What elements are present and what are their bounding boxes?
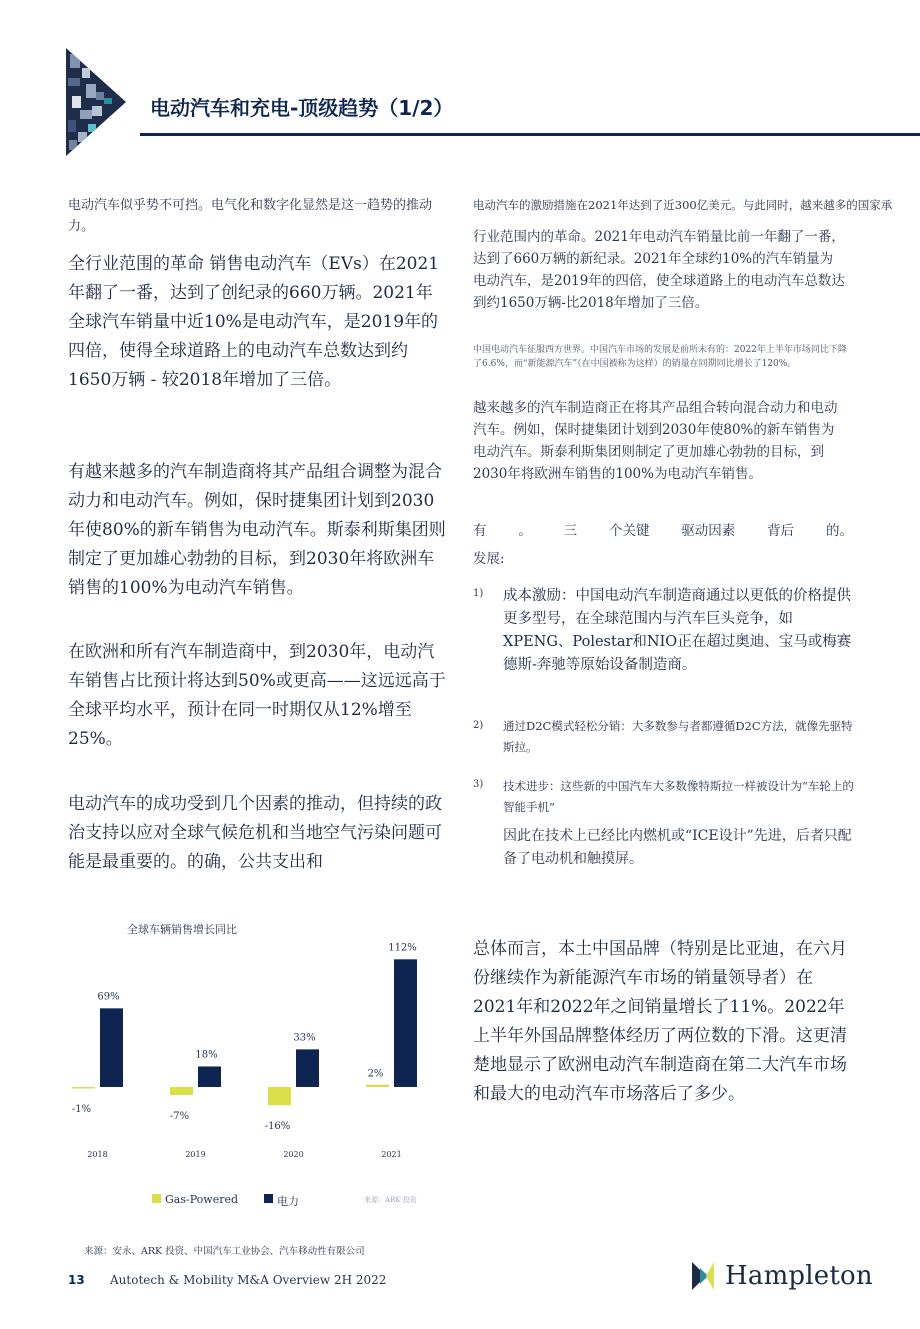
legend-swatch-electric: [264, 1194, 273, 1203]
drivers-word: 个关键: [608, 523, 650, 539]
data-label-gas-2018: -1%: [71, 1104, 92, 1116]
page-number: 13: [68, 1273, 85, 1287]
summary-paragraph: 总体而言，本土中国品牌（特别是比亚迪，在六月份继续作为新能源汽车市场的销量领导者）在2021年和2022年之间销量增长了11%。2022年上半年外国品牌整体经历了两位数的下滑。这更清楚地显示了欧洲电动汽车制造商在第二大汽车市场和最大的电动汽车市场落后了多少。: [473, 939, 847, 1104]
left-paragraph-2: 有越来越多的汽车制造商将其产品组合调整为混合动力和电动汽车。例如，保时捷集团计划到2030年使80%的新车销售为电动汽车。斯泰利斯集团则制定了更加雄心勃勃的目标，到2030年将欧洲车销售的100%为电动汽车销售。: [68, 462, 446, 598]
hampleton-logo-icon: [692, 1262, 718, 1290]
bar-gas-2021: [366, 1085, 389, 1087]
drivers-word: 。: [518, 523, 532, 539]
right-paragraph-1: 行业范围内的革命。2021年电动汽车销量比前一年翻了一番，达到了660万辆的新纪录。2021年全球约10%的汽车销量为电动汽车，是2019年的四倍，使全球道路上的电动汽车总数达到约1650万辆-比2018年增加了三倍。: [473, 229, 845, 311]
bar-electric-2018: [100, 1008, 123, 1087]
legend-label-gas: Gas-Powered: [165, 1193, 239, 1206]
item-3-number: 3): [473, 779, 484, 790]
item-1-number: 1): [473, 588, 484, 599]
header-triangle-graphic: [66, 48, 128, 156]
drivers-word: 背后: [767, 523, 795, 539]
legend-swatch-gas: [152, 1194, 161, 1203]
x-tick-label-2020: 2020: [283, 1150, 304, 1159]
x-tick-label-2021: 2021: [381, 1150, 402, 1159]
bar-chart: [60, 930, 440, 1170]
right-paragraph-2: 越来越多的汽车制造商正在将其产品组合转向混合动力和电动汽车。例如，保时捷集团计划到2030年使80%的新车销售为电动汽车。斯泰利斯集团则制定了更加雄心勃勃的目标，到2030年将欧洲车销售的100%为电动汽车销售。: [473, 400, 838, 482]
chart-source: 来源：ARK 投资: [364, 1196, 417, 1204]
brand-name: Hampleton: [725, 1261, 873, 1291]
x-tick-label-2019: 2019: [185, 1150, 206, 1159]
data-label-electric-2018: 69%: [97, 991, 120, 1003]
footer-source: 来源：安永、ARK 投资、中国汽车工业协会、汽车移动性有限公司: [84, 1246, 365, 1257]
item-1-text: 成本激励：中国电动汽车制造商通过以更低的价格提供更多型号，在全球范围内与汽车巨头竞争，如XPENG、Polestar和NIO正在超过奥迪、宝马或梅赛德斯-奔驰等原始设备制造商。: [503, 588, 852, 673]
item-2-text: 通过D2C模式轻松分销：大多数参与者都遵循D2C方法，就像先驱特斯拉。: [503, 719, 853, 754]
bar-electric-2020: [296, 1049, 319, 1087]
drivers-word: 三: [563, 523, 578, 539]
item-2-number: 2): [473, 720, 484, 731]
data-label-electric-2021: 112%: [388, 942, 417, 954]
drivers-line: [473, 520, 853, 542]
drivers-word: 的。: [825, 523, 853, 539]
data-label-electric-2020: 33%: [293, 1032, 316, 1044]
drivers-word: 有: [473, 523, 487, 539]
data-label-electric-2019: 18%: [195, 1049, 218, 1061]
item-3-continuation: 因此在技术上已经比内燃机或“ICE设计”先进，后者只配备了电动机和触摸屏。: [503, 828, 852, 867]
legend-label-electric: 电力: [277, 1195, 299, 1208]
left-intro: 电动汽车似乎势不可挡。电气化和数字化显然是这一趋势的推动力。: [68, 198, 433, 234]
x-tick-label-2018: 2018: [87, 1150, 108, 1159]
footer-doc-title: Autotech & Mobility M&A Overview 2H 2022: [110, 1273, 387, 1287]
left-paragraph-1: 全行业范围的革命 销售电动汽车（EVs）在2021年翻了一番，达到了创纪录的660万辆。2021年全球汽车销量中近10%是电动汽车，是2019年的四倍，使得全球道路上的电动汽车总数达到约1650万辆 - 较2018年增加了三倍。: [68, 254, 440, 390]
drivers-word: 驱动因素: [681, 523, 736, 539]
chart-title: 全球车辆销售增长同比: [127, 923, 237, 936]
data-label-gas-2019: -7%: [169, 1110, 190, 1122]
left-paragraph-3: 在欧洲和所有汽车制造商中，到2030年，电动汽车销售占比预计将达到50%或更高——这远远高于全球平均水平，预计在同一时期仅从12%增至25%。: [68, 642, 446, 749]
bar-gas-2019: [170, 1087, 193, 1095]
data-label-gas-2020: -16%: [264, 1121, 291, 1133]
title-rule: [140, 133, 920, 136]
drivers-tail: 发展:: [473, 551, 505, 567]
item-3-text: 技术进步：这些新的中国汽车大多数像特斯拉一样被设计为“车轮上的智能手机”: [503, 779, 854, 814]
bar-gas-2018: [72, 1087, 95, 1089]
bar-electric-2019: [198, 1066, 221, 1087]
bar-electric-2021: [394, 959, 417, 1087]
right-top-line: 电动汽车的激励措施在2021年达到了近300亿美元。与此同时，越来越多的国家承: [473, 198, 893, 212]
china-note: 中国电动汽车征服西方世界。中国汽车市场的发展是前所未有的：2022年上半年市场同比下降了6.6%，而“新能源汽车”（在中国被称为这样）的销量在同期同比增长了120%。: [473, 345, 847, 369]
data-label-gas-2021: 2%: [367, 1068, 384, 1080]
bar-gas-2020: [268, 1087, 291, 1105]
left-paragraph-4: 电动汽车的成功受到几个因素的推动，但持续的政治支持以应对全球气候危机和当地空气污染问题可能是最重要的。的确，公共支出和: [68, 794, 442, 872]
page-title: 电动汽车和充电-顶级趋势（1/2）: [150, 96, 454, 120]
